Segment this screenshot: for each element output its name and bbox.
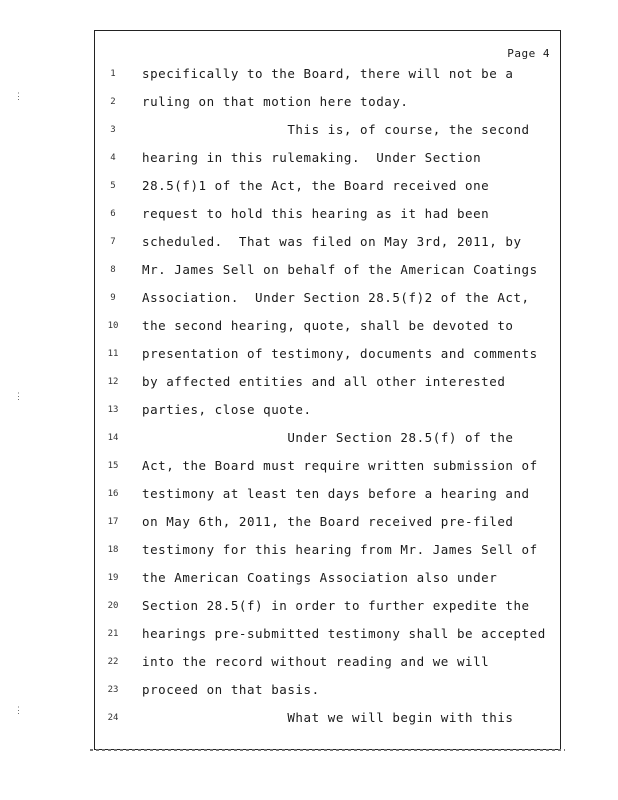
transcript-line: ruling on that motion here today. — [142, 94, 409, 109]
line-number: 18 — [107, 545, 119, 555]
line-number: 15 — [107, 461, 119, 471]
page-bottom-edge — [90, 749, 565, 751]
line-number: 8 — [110, 265, 116, 275]
line-number: 17 — [107, 517, 119, 527]
line-number: 23 — [107, 685, 119, 695]
transcript-line: parties, close quote. — [142, 402, 312, 417]
transcript-line: Mr. James Sell on behalf of the American Coatings — [142, 262, 538, 277]
transcript-line: Association. Under Section 28.5(f)2 of the Act, — [142, 290, 530, 305]
line-number: 19 — [107, 573, 119, 583]
line-number: 4 — [110, 153, 116, 163]
transcript-line: testimony for this hearing from Mr. James Sell of — [142, 542, 538, 557]
line-number: 9 — [110, 293, 116, 303]
line-number: 1 — [110, 69, 116, 79]
transcript-line: 28.5(f)1 of the Act, the Board received one — [142, 178, 490, 193]
transcript-line: What we will begin with this — [142, 710, 514, 725]
line-number: 13 — [107, 405, 119, 415]
line-number: 22 — [107, 657, 119, 667]
transcript-line: proceed on that basis. — [142, 682, 320, 697]
line-number: 12 — [107, 377, 119, 387]
transcript-line: testimony at least ten days before a hearing and — [142, 486, 530, 501]
line-number: 2 — [110, 97, 116, 107]
transcript-line: This is, of course, the second — [142, 122, 530, 137]
transcript-line: specifically to the Board, there will not be a — [142, 66, 514, 81]
transcript-line: into the record without reading and we will — [142, 654, 490, 669]
transcript-line: hearings pre-submitted testimony shall be accepted — [142, 626, 546, 641]
transcript-page-frame — [94, 30, 561, 750]
margin-mark: ⋮ — [14, 392, 23, 402]
transcript-line: hearing in this rulemaking. Under Section — [142, 150, 482, 165]
transcript-line: Act, the Board must require written submission of — [142, 458, 538, 473]
line-number: 7 — [110, 237, 116, 247]
line-number: 20 — [107, 601, 119, 611]
transcript-line: the American Coatings Association also under — [142, 570, 498, 585]
transcript-line: request to hold this hearing as it had been — [142, 206, 490, 221]
transcript-line: scheduled. That was filed on May 3rd, 2011, by — [142, 234, 522, 249]
margin-mark: ⋮ — [14, 92, 23, 102]
line-number: 11 — [107, 349, 119, 359]
transcript-line: Under Section 28.5(f) of the — [142, 430, 514, 445]
line-number: 16 — [107, 489, 119, 499]
transcript-line: the second hearing, quote, shall be devoted to — [142, 318, 514, 333]
margin-mark: ⋮ — [14, 706, 23, 716]
transcript-line: by affected entities and all other interested — [142, 374, 506, 389]
transcript-line: presentation of testimony, documents and comments — [142, 346, 538, 361]
line-number: 3 — [110, 125, 116, 135]
line-number: 21 — [107, 629, 119, 639]
transcript-line: on May 6th, 2011, the Board received pre-filed — [142, 514, 514, 529]
line-number: 5 — [110, 181, 116, 191]
line-number: 10 — [107, 321, 119, 331]
transcript-line: Section 28.5(f) in order to further expedite the — [142, 598, 530, 613]
page-number: Page 4 — [507, 47, 550, 60]
line-number: 24 — [107, 713, 119, 723]
line-number: 14 — [107, 433, 119, 443]
line-number: 6 — [110, 209, 116, 219]
